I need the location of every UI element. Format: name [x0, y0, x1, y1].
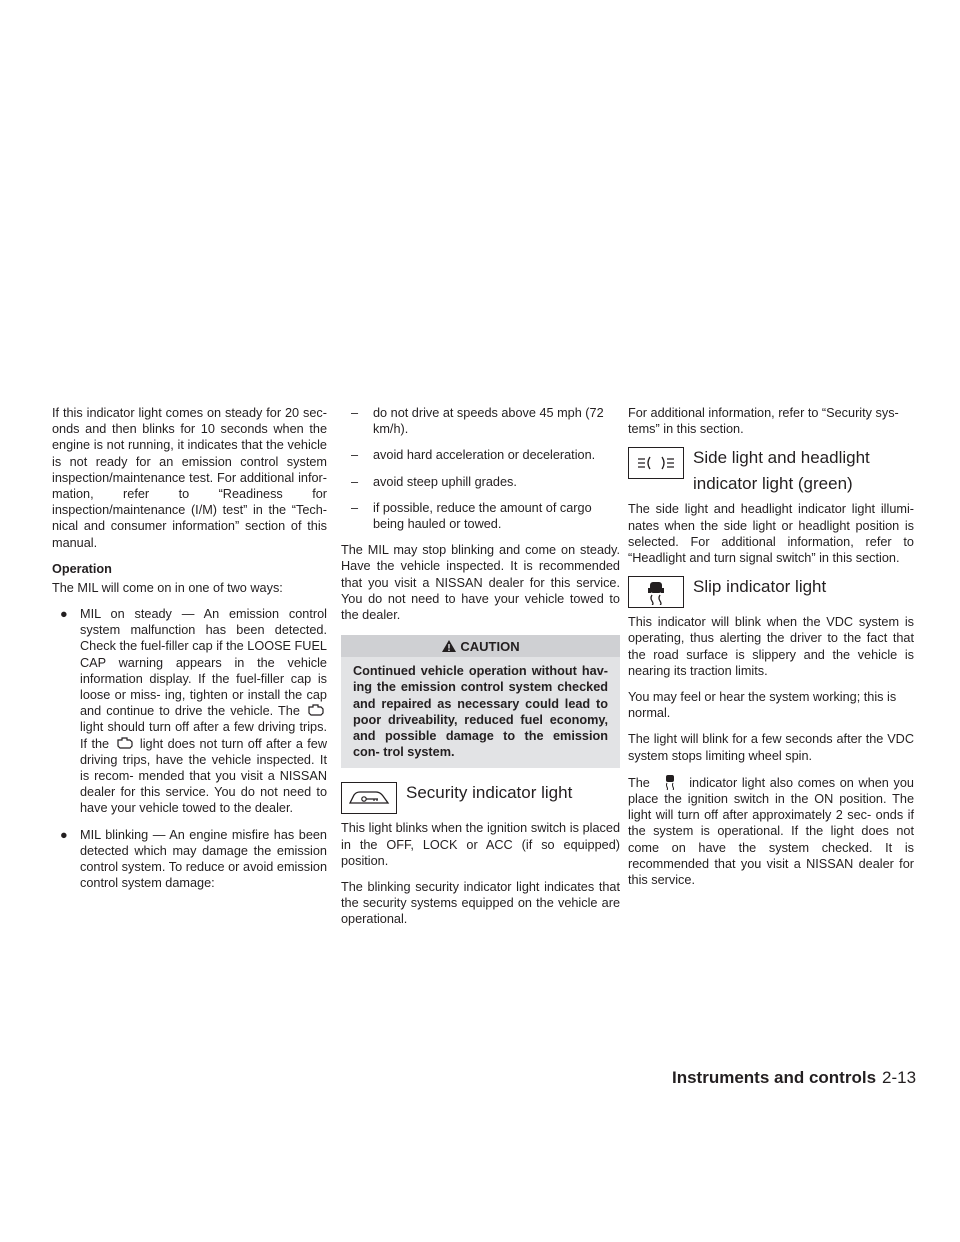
- list-item: [351, 474, 620, 490]
- caution-text: Continued vehicle operation without hav- ing the emission control system checked and repaired as necessary could lead to poor driveability, reduced fuel economy, and possible damage to the emission con- trol system.: [353, 664, 608, 760]
- list-item-text: if possible, reduce the amount of cargo being hauled or towed.: [373, 500, 592, 532]
- list-item-text: do not drive at speeds above 45 mph (72 km/h).: [373, 406, 604, 437]
- column-1: [52, 405, 327, 901]
- bullet-marker: ●: [60, 607, 68, 622]
- sidelight-indicator-icon: [628, 447, 684, 479]
- security-more-paragraph: For additional information, refer to “Security sys- tems” in this section.: [628, 406, 899, 437]
- skidding-car-icon: [655, 774, 685, 790]
- bullet-marker: ●: [60, 827, 68, 842]
- side-light-icon: [634, 453, 678, 473]
- engine-icon: [305, 703, 327, 717]
- slip-paragraph-2: You may feel or hear the system working; this is normal.: [628, 690, 897, 721]
- column-3: [628, 405, 914, 898]
- page-number: 2-13: [882, 1068, 917, 1087]
- damage-avoidance-list: [341, 405, 620, 532]
- security-heading: Security indicator light: [406, 783, 573, 803]
- mil-blink-paragraph: The MIL may stop blinking and come on steady. Have the vehicle inspected. It is recommended that you visit a NISSAN dealer for this service. You do not need to have your vehicle towed to the dealer.: [341, 543, 620, 623]
- security-indicator-icon: [341, 782, 397, 814]
- caution-box: [341, 635, 620, 768]
- dash-marker: –: [351, 474, 359, 489]
- sidelight-heading-line-1: Side light and headlight: [693, 448, 870, 468]
- list-item: [60, 606, 328, 817]
- page-footer: [672, 1068, 916, 1088]
- security-paragraph-1: This light blinks when the ignition switch is placed in the OFF, LOCK or ACC (if so equipped) position.: [341, 821, 620, 868]
- slip-paragraph-3: The light will blink for a few seconds after the VDC system stops limiting wheel spin.: [628, 732, 914, 763]
- engine-icon: [114, 736, 136, 750]
- list-item: [351, 447, 620, 463]
- mil-steady-text-c: light does not turn off after a few driving trips, have the vehicle inspected. It is recom- mended that you visit a NISSAN dealer for this service. You do not need to have your vehicle towed to the dealer.: [80, 736, 328, 816]
- car-key-icon: [346, 787, 392, 809]
- mil-steady-text-b: light should turn off after a few driving trips. If the: [80, 720, 327, 751]
- section-title: Instruments and controls: [672, 1068, 877, 1087]
- slip-paragraph-1: This indicator will blink when the VDC system is operating, thus alerting the driver to the fact that the road surface is slippery and the vehicle is nearing its traction limits.: [628, 615, 914, 678]
- slip-heading: Slip indicator light: [693, 577, 827, 597]
- warning-triangle-icon: [441, 639, 457, 653]
- slip-paragraph-4-start: The: [628, 775, 650, 790]
- slip-paragraph-4: [628, 774, 914, 888]
- slip-heading-row: [628, 576, 914, 608]
- list-item: [351, 500, 620, 532]
- skidding-car-icon: [644, 579, 668, 605]
- mil-modes-list: [52, 606, 327, 891]
- sidelight-heading: [693, 447, 870, 495]
- mil-steady-text-a: MIL on steady — An emission control system malfunction has been detected. Check the fuel-filler cap if the LOOSE FUEL CAP warning appears in the vehicle information display. If the fuel-filler cap is loose or miss- ing, tighten or install the cap and continue to drive the vehicle. The: [80, 607, 327, 719]
- operation-intro: The MIL will come on in one of two ways:: [52, 580, 283, 595]
- sidelight-heading-line-2: indicator light (green): [693, 474, 853, 494]
- list-item: [351, 405, 620, 437]
- dash-marker: –: [351, 500, 359, 515]
- slip-paragraph-4-rest: indicator light also comes on when you place the ignition switch in the ON position. The light will turn off after approximately 2 sec- onds if the system is operational. If the light does not come on have the system checked. It is recommended that you visit a NISSAN dealer for this service.: [628, 775, 914, 888]
- dash-marker: –: [351, 448, 359, 463]
- list-item-text: avoid hard acceleration or deceleration.: [373, 448, 596, 463]
- sidelight-heading-row: [628, 447, 914, 495]
- list-item-text: avoid steep uphill grades.: [373, 474, 517, 489]
- slip-indicator-icon: [628, 576, 684, 608]
- operation-heading: Operation: [52, 561, 112, 576]
- list-item: [60, 827, 327, 892]
- security-paragraph-2: The blinking security indicator light indicates that the security systems equipped on the vehicle are operational.: [341, 880, 620, 927]
- caution-header: [341, 635, 620, 657]
- intro-paragraph: If this indicator light comes on steady for 20 sec- onds and then blinks for 10 seconds when the engine is not running, it indicates that the vehicle is not ready for an emission control system inspection/maintenance test. For additional infor- mation, refer to “Readiness for inspection/maintenance (I/M) test” in the “Tech- nical and consumer information” section of this manual.: [52, 406, 327, 550]
- mil-blinking-text: MIL blinking — An engine misfire has been detected which may damage the emission control system. To reduce or avoid emission control system damage:: [80, 827, 327, 891]
- security-heading-row: [341, 782, 620, 814]
- column-2: [341, 405, 620, 938]
- sidelight-paragraph: The side light and headlight indicator light illumi- nates when the side light or headlight position is selected. For additional information, refer to “Headlight and turn signal switch” in this section.: [628, 502, 914, 566]
- dash-marker: –: [351, 406, 359, 420]
- caution-title: CAUTION: [460, 638, 520, 654]
